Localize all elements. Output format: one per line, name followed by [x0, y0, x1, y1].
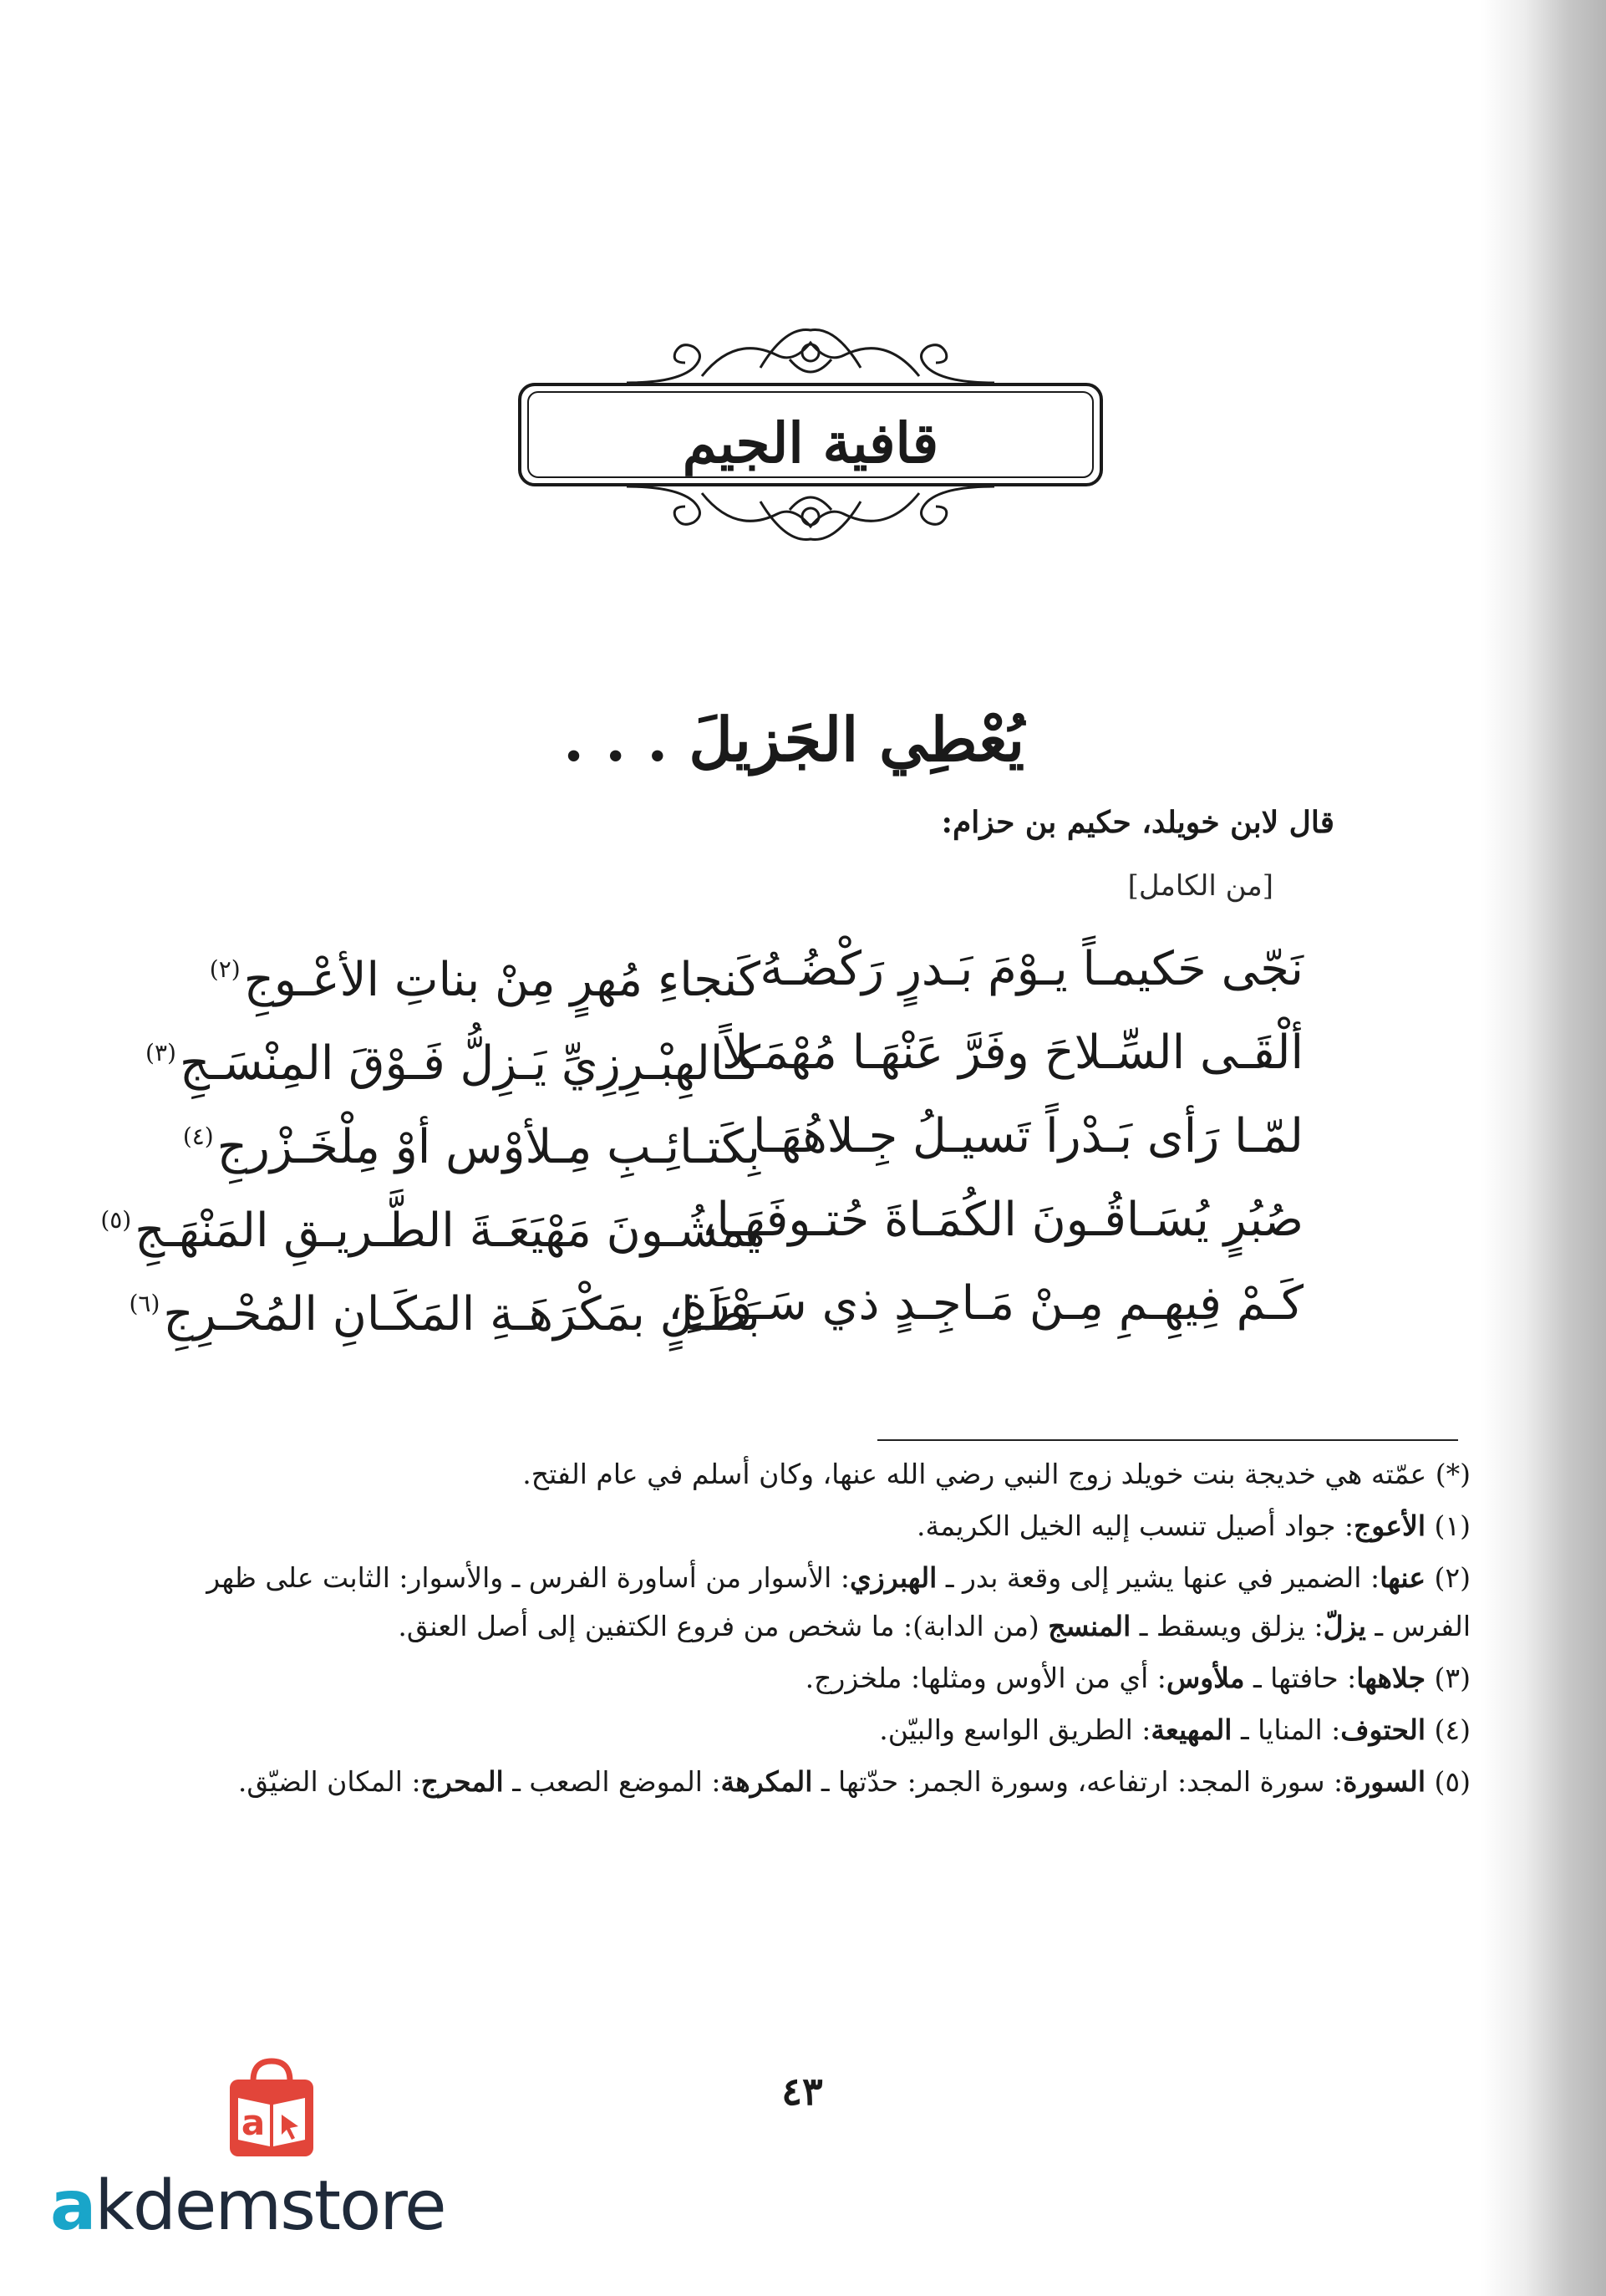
footnote-text: : الأسوار من أساورة الفرس ـ والأسوار: الثابت على ظهر الفرس ـ — [206, 1561, 1471, 1642]
verse-line — [129, 1262, 1304, 1346]
footnotes — [167, 1450, 1471, 1810]
poem-intro: قال لابن خويلد، حكيم بن حزام: — [941, 805, 1334, 840]
verse-first-hemistich: نَجّى حَكيمـاً يـوْمَ بَـدرٍ رَكْضُـهُ — [760, 942, 1304, 996]
footnote-term: الأعوج — [1353, 1509, 1426, 1542]
footnote-number: (٤) — [1434, 1713, 1471, 1746]
poem-meter: [من الكامل] — [1127, 869, 1273, 903]
footnote-number: (٣) — [1434, 1662, 1471, 1694]
shopping-bag-book-icon — [221, 2056, 322, 2165]
hemistich-text: بِكَتـائِـبِ مِـلأوْس أوْ مِلْخَـزْرجِ — [216, 1120, 760, 1174]
verse-second-hemistich — [129, 1262, 760, 1346]
brand-letter: a — [50, 2166, 95, 2246]
brand-name: kdemstore — [94, 2166, 445, 2246]
store-brand-text — [50, 2166, 485, 2246]
footnote-text: : المكان الضيّق. — [237, 1765, 421, 1798]
chapter-title: قافية الجيم — [682, 410, 939, 476]
footnote-number: (١) — [1434, 1509, 1471, 1542]
footnote-term: ملأوس — [1166, 1662, 1245, 1694]
footnote-term: يزلّ — [1323, 1610, 1366, 1642]
footnote-4 — [167, 1706, 1471, 1754]
footnote-text: : الطريق الواسع والبيّن. — [879, 1713, 1151, 1746]
poem-verses — [100, 928, 1304, 1346]
footnote-term: جلاهها — [1356, 1662, 1426, 1694]
footnote-text: : جواد أصيل تنسب إليه الخيل الكريمة. — [917, 1509, 1354, 1542]
footnote-term: السورة — [1343, 1765, 1426, 1798]
footnote-2 — [167, 1554, 1471, 1651]
footnote-marker: (٥) — [100, 1206, 132, 1234]
footnote-3 — [167, 1654, 1471, 1703]
verse-first-hemistich: صُبُرٍ يُسَـاقُـونَ الكُمَـاةَ حُتـوفَهَـا، — [701, 1193, 1304, 1247]
page-number: ٤٣ — [781, 2069, 823, 2114]
footnote-number: (٥) — [1434, 1765, 1471, 1798]
footnote-term: المنسج — [1048, 1610, 1131, 1642]
footnote-text: : المنايا ـ — [1232, 1713, 1341, 1746]
verse-first-hemistich: كَـمْ فِيهِـمِ مِـنْ مَـاجِـدٍ ذي سَـوْرَةٍ، — [668, 1276, 1304, 1331]
poem-title: يُعْطِي الجَزيلَ . . . — [562, 704, 1025, 775]
verse-line — [100, 1179, 1304, 1262]
footnote-term: المهيعة — [1151, 1713, 1232, 1746]
chapter-title-frame — [485, 309, 1136, 560]
footnote-term: المحرج — [420, 1765, 504, 1798]
footnote-text: عمّته هي خديجة بنت خويلد زوج النبي رضي الله عنها، وكان أسلم في عام الفتح. — [522, 1458, 1427, 1490]
hemistich-text: بَطَـلٍ بمَكْرَهَـةِ المَكَـانِ المُحْـرِجِ — [163, 1287, 760, 1341]
footnote-text: : يزلق ويسقط ـ — [1131, 1610, 1324, 1642]
footnote-marker: (٤) — [182, 1123, 214, 1150]
verse-second-hemistich — [145, 1011, 760, 1095]
footnote-term: المكرهة — [720, 1765, 813, 1798]
footnote-marker: (٣) — [145, 1039, 176, 1067]
footnote-term: الهبرزي — [849, 1561, 938, 1594]
footnote-term: الحتوف — [1340, 1713, 1426, 1746]
footnote-star — [167, 1450, 1471, 1499]
hemistich-text: كَنجاءِ مُهرٍ مِنْ بناتِ الأعْـوجِ — [243, 953, 760, 1007]
verse-first-hemistich: لمّـا رَأى بَـدْراً تَسيـلُ جِـلاهُهَـا — [752, 1109, 1304, 1163]
store-logo — [50, 2056, 485, 2248]
footnote-divider — [877, 1439, 1458, 1441]
hemistich-text: يمشُـونَ مَهْيَعَـةَ الطَّـريـقِ المَنْهَـجِ — [135, 1204, 760, 1258]
footnote-marker: (٢) — [209, 955, 241, 983]
footnote-text: : سورة المجد: ارتفاعه، وسورة الجمر: حدّتها ـ — [812, 1765, 1344, 1798]
verse-line — [182, 1095, 1304, 1179]
page-edge-shadow — [1481, 0, 1606, 2296]
hemistich-text: كـالهِبْـرِزِيِّ يَـزِلُّ فَـوْقَ المِنْسَـجِ — [179, 1036, 760, 1091]
footnote-5 — [167, 1758, 1471, 1806]
footnote-marker: (٦) — [129, 1290, 160, 1317]
logo-mark-letter: a — [241, 2102, 266, 2143]
footnote-text: : الموضع الصعب ـ — [503, 1765, 721, 1798]
footnote-number: (*) — [1435, 1458, 1471, 1490]
verse-second-hemistich — [192, 928, 760, 1011]
footnote-term: عنها — [1380, 1561, 1426, 1594]
footnote-number: (٢) — [1434, 1561, 1471, 1594]
verse-line — [145, 1011, 1304, 1095]
verse-second-hemistich — [182, 1095, 760, 1179]
verse-second-hemistich — [100, 1179, 760, 1262]
footnote-text: : حافتها ـ — [1244, 1662, 1357, 1694]
footnote-text: (من الدابة): ما شخص من فروع الكتفين إلى أصل العنق. — [398, 1610, 1049, 1642]
verse-line — [192, 928, 1304, 1011]
verse-first-hemistich: ألْقَـى السِّـلاحَ وفَرَّ عَنْهَـا مُهْمَـلاً — [721, 1026, 1304, 1080]
footnote-1 — [167, 1502, 1471, 1550]
footnote-text: : الضمير في عنها يشير إلى وقعة بدر ـ — [937, 1561, 1380, 1594]
footnote-text: : أي من الأوس ومثلها: ملخزرج. — [805, 1662, 1166, 1694]
